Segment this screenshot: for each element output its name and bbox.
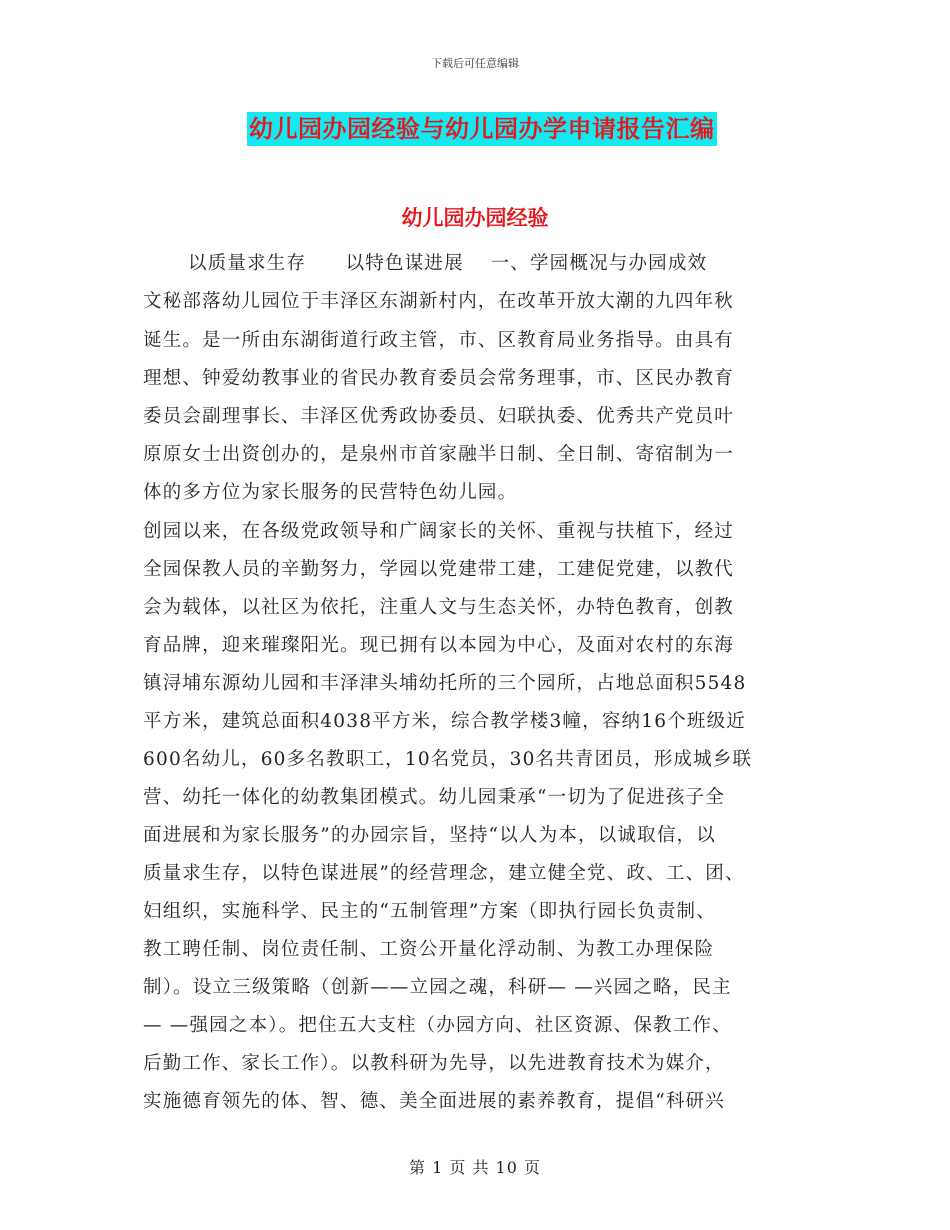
- paragraph-line: 平方米，建筑总面积4038平方米，综合教学楼3幢，容纳16个班级近: [143, 711, 746, 732]
- paragraph-line: 委员会副理事长、丰泽区优秀政协委员、妇联执委、优秀共产党员叶: [143, 406, 735, 427]
- paragraph-line: 质量求生存，以特色谋进展”的经营理念，建立健全党、政、工、团、: [143, 863, 745, 884]
- paragraph-line: 育品牌，迎来璀璨阳光。现已拥有以本园为中心，及面对农村的东海: [143, 635, 735, 656]
- paragraph-line: 诞生。是一所由东湖街道行政主管，市、区教育局业务指导。由具有: [143, 330, 735, 351]
- paragraph-line: 教工聘任制、岗位责任制、工资公开量化浮动制、为教工办理保险: [143, 939, 715, 960]
- paragraph-line: 原原女士出资创办的，是泉州市首家融半日制、全日制、寄宿制为一: [143, 444, 735, 465]
- paragraph-line: 面进展和为家长服务”的办园宗旨，坚持“以人为本，以诚取信，以: [143, 825, 716, 846]
- paragraph-line: 全园保教人员的辛勤努力，学园以党建带工建，工建促党建，以教代: [143, 559, 735, 580]
- paragraph-line: 制）。设立三级策略（创新——立园之魂，科研— —兴园之略，民主: [143, 977, 732, 998]
- paragraph-line: 镇浔埔东源幼儿园和丰泽津头埔幼托所的三个园所，占地总面积5548: [143, 673, 747, 694]
- paragraph-line: 创园以来，在各级党政领导和广阔家长的关怀、重视与扶植下，经过: [143, 521, 735, 542]
- paragraph-line: 营、幼托一体化的幼教集团模式。幼儿园秉承“一切为了促进孩子全: [143, 787, 725, 808]
- paragraph-line: 体的多方位为家长服务的民营特色幼儿园。: [143, 482, 518, 503]
- paragraph-line: 理想、钟爱幼教事业的省民办教育委员会常务理事，市、区民办教育: [143, 368, 735, 389]
- paragraph-line: — —强园之本）。把住五大支柱（办园方向、社区资源、保教工作、: [143, 1015, 732, 1036]
- section-title: 幼儿园办园经验: [401, 205, 549, 230]
- paragraph-line: 文秘部落幼儿园位于丰泽区东湖新村内，在改革开放大潮的九四年秋: [143, 291, 735, 312]
- subtitle-line: 以质量求生存 以特色谋进展 一、学园概况与办园成效: [188, 253, 708, 274]
- header-note: 下载后可任意编辑: [431, 57, 519, 70]
- main-title: 幼儿园办园经验与幼儿园办学申请报告汇编: [247, 112, 717, 146]
- paragraph-line: 妇组织，实施科学、民主的“五制管理”方案（即执行园长负责制、: [143, 901, 716, 922]
- paragraph-line: 会为载体，以社区为依托，注重人文与生态关怀，办特色教育，创教: [143, 597, 735, 618]
- paragraph-line: 实施德育领先的体、智、德、美全面进展的素养教育，提倡“科研兴: [143, 1091, 725, 1112]
- page-number: 第 1 页 共 10 页: [409, 1158, 541, 1177]
- paragraph-line: 600名幼儿，60多名教职工，10名党员，30名共青团员，形成城乡联: [143, 749, 753, 770]
- paragraph-line: 后勤工作、家长工作）。以教科研为先导，以先进教育技术为媒介，: [143, 1053, 725, 1074]
